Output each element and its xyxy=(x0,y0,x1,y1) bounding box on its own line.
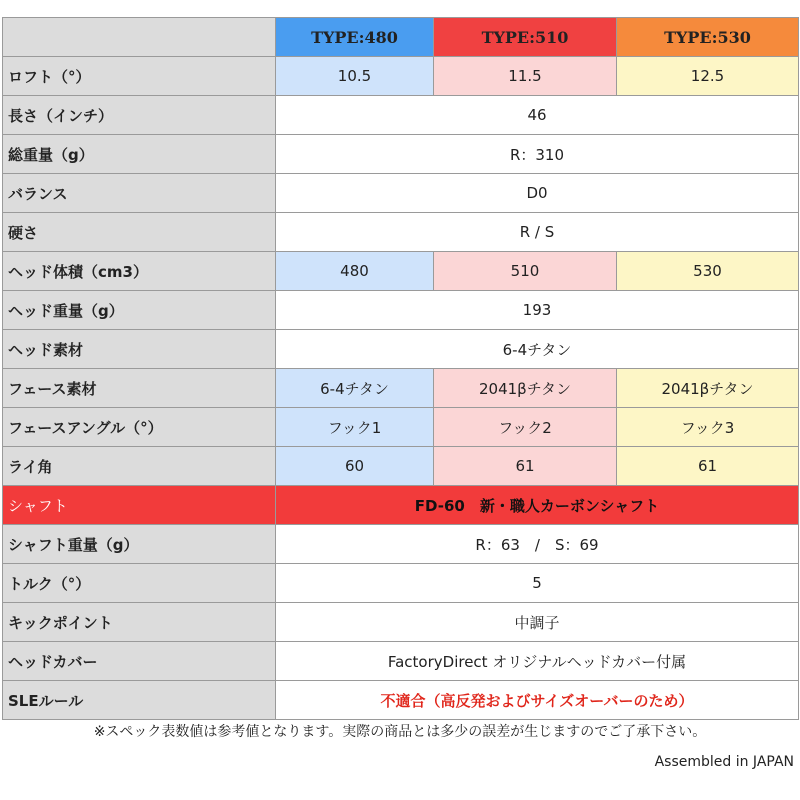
row-label: フェース素材 xyxy=(3,369,276,408)
row-length xyxy=(3,96,799,135)
row-torque xyxy=(3,564,799,603)
value-all: 6-4チタン xyxy=(276,330,799,369)
value-480: 6-4チタン xyxy=(276,369,434,408)
value-510: 61 xyxy=(434,447,617,486)
row-label: トルク（°） xyxy=(3,564,276,603)
row-label: フェースアングル（°） xyxy=(3,408,276,447)
row-total-weight xyxy=(3,135,799,174)
value-all: 不適合（高反発およびサイズオーバーのため） xyxy=(276,681,799,720)
value-510: 510 xyxy=(434,252,617,291)
value-all: R / S xyxy=(276,213,799,252)
row-face-angle xyxy=(3,408,799,447)
row-label: 硬さ xyxy=(3,213,276,252)
header-type-480: TYPE:480 xyxy=(276,18,434,57)
value-530: フック3 xyxy=(617,408,799,447)
value-530: 61 xyxy=(617,447,799,486)
value-530: 530 xyxy=(617,252,799,291)
row-label: ヘッドカバー xyxy=(3,642,276,681)
value-all: R：310 xyxy=(276,135,799,174)
value-480: フック1 xyxy=(276,408,434,447)
row-label: ヘッド重量（g） xyxy=(3,291,276,330)
header-type-510: TYPE:510 xyxy=(434,18,617,57)
row-loft xyxy=(3,57,799,96)
row-label: ヘッド素材 xyxy=(3,330,276,369)
row-flex xyxy=(3,213,799,252)
row-label: 長さ（インチ） xyxy=(3,96,276,135)
value-480: 60 xyxy=(276,447,434,486)
value-all: 193 xyxy=(276,291,799,330)
value-510: 2041βチタン xyxy=(434,369,617,408)
row-sle-rule xyxy=(3,681,799,720)
value-all: 5 xyxy=(276,564,799,603)
row-label: ロフト（°） xyxy=(3,57,276,96)
value-all: 中調子 xyxy=(276,603,799,642)
value-all: 46 xyxy=(276,96,799,135)
assembled-label: Assembled in JAPAN xyxy=(654,754,794,770)
row-head-volume xyxy=(3,252,799,291)
header-row xyxy=(3,18,799,57)
row-shaft-weight xyxy=(3,525,799,564)
row-shaft xyxy=(3,486,799,525)
spec-table xyxy=(2,17,799,720)
value-all: FactoryDirect オリジナルヘッドカバー付属 xyxy=(276,642,799,681)
footnote: ※スペック表数値は参考値となります。実際の商品とは多少の誤差が生じますのでご了承下さい。 xyxy=(93,724,707,740)
row-label: SLEルール xyxy=(3,681,276,720)
header-type-530: TYPE:530 xyxy=(617,18,799,57)
value-all: FD-60 新・職人カーボンシャフト xyxy=(276,486,799,525)
row-head-weight xyxy=(3,291,799,330)
row-head-cover xyxy=(3,642,799,681)
row-lie-angle xyxy=(3,447,799,486)
row-label: ライ角 xyxy=(3,447,276,486)
value-510: フック2 xyxy=(434,408,617,447)
header-corner xyxy=(3,18,276,57)
value-all: D0 xyxy=(276,174,799,213)
value-480: 480 xyxy=(276,252,434,291)
value-530: 12.5 xyxy=(617,57,799,96)
row-label: 総重量（g） xyxy=(3,135,276,174)
row-label: ヘッド体積（cm3） xyxy=(3,252,276,291)
value-all: R：63 / S：69 xyxy=(276,525,799,564)
row-balance xyxy=(3,174,799,213)
row-label: シャフト重量（g） xyxy=(3,525,276,564)
row-head-material xyxy=(3,330,799,369)
row-label: バランス xyxy=(3,174,276,213)
value-480: 10.5 xyxy=(276,57,434,96)
row-face-material xyxy=(3,369,799,408)
row-label: キックポイント xyxy=(3,603,276,642)
value-530: 2041βチタン xyxy=(617,369,799,408)
row-label: シャフト xyxy=(3,486,276,525)
value-510: 11.5 xyxy=(434,57,617,96)
row-kick-point xyxy=(3,603,799,642)
